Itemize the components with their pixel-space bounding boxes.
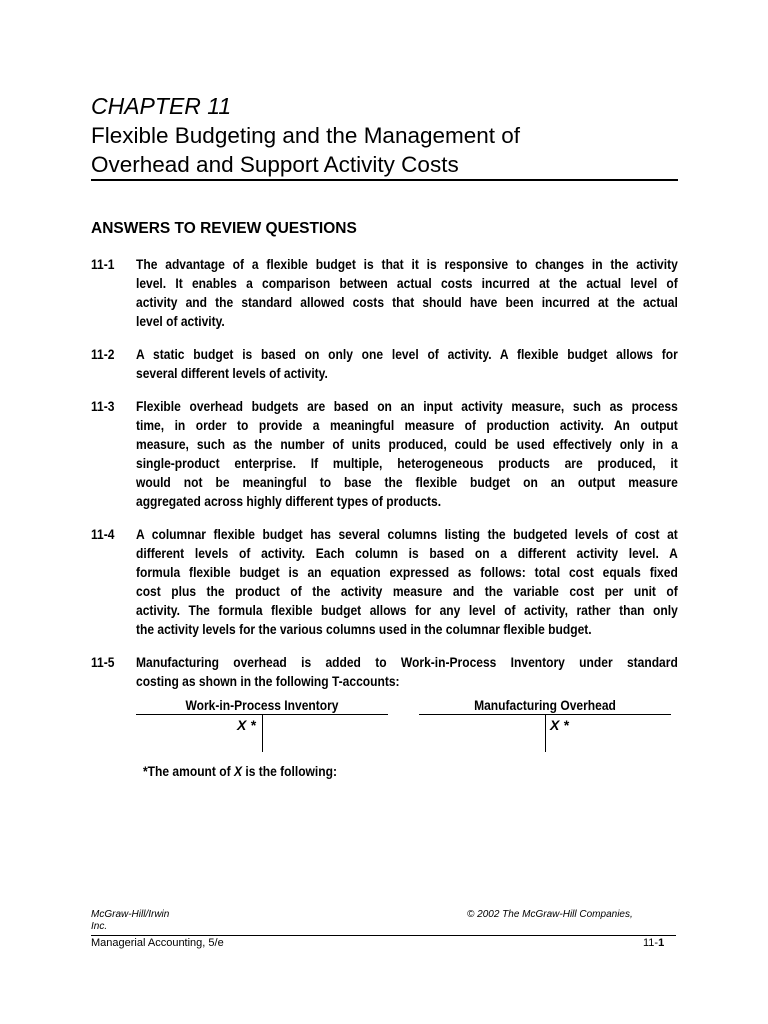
footnote-suffix: is the following:	[242, 763, 337, 779]
answer-line: formula flexible budget is an equation expressed as follows: total cost equals fixed	[136, 564, 678, 580]
footnote-x	[143, 762, 337, 780]
question-answer	[136, 653, 678, 691]
t-account-divider-wip	[262, 714, 263, 752]
answer-line: A columnar flexible budget has several columns listing the budgeted levels of cost at	[136, 526, 678, 542]
answer-line: measure, such as the number of units produced, could be used effectively only in a	[136, 436, 678, 452]
answer-line: would not be meaningful to base the flexible budget on an output measure	[136, 474, 678, 490]
answer-line: activity. The formula flexible budget allows for any level of activity, rather than only	[136, 602, 678, 618]
question-number: 11-4	[91, 526, 115, 542]
footer-copyright: © 2002 The McGraw-Hill Companies,	[467, 909, 633, 920]
answer-line: costing as shown in the following T-accounts:	[136, 673, 400, 689]
answer-line: activity and the standard allowed costs that should have been incurred at the actual	[136, 294, 678, 310]
chapter-title-line: Overhead and Support Activity Costs	[91, 152, 459, 177]
answer-line: the activity levels for the various columns used in the columnar flexible budget.	[136, 621, 592, 637]
t-account-debit-wip: X *	[237, 717, 256, 733]
footnote-variable: X	[233, 763, 243, 779]
answer-line: several different levels of activity.	[136, 365, 328, 381]
answer-line: single-product enterprise. If multiple, heterogeneous products are produced, it	[136, 455, 678, 471]
question-number: 11-3	[91, 398, 115, 414]
question-answer	[136, 255, 678, 331]
title-divider	[91, 179, 678, 181]
section-heading: ANSWERS TO REVIEW QUESTIONS	[91, 220, 357, 237]
answer-line: aggregated across highly different types of products.	[136, 493, 442, 509]
footer-divider	[91, 935, 676, 936]
answer-line: A static budget is based on only one level of activity. A flexible budget allows for	[136, 346, 678, 362]
footer-publisher: McGraw-Hill/Irwin	[91, 909, 170, 920]
chapter-label: CHAPTER 11	[91, 93, 232, 119]
answer-line: level. It enables a comparison between actual costs incurred at the actual level of	[136, 275, 678, 291]
question-answer	[136, 345, 678, 383]
answer-line: cost plus the product of the activity measure and the variable cost per unit of	[136, 583, 678, 599]
answer-line: Manufacturing overhead is added to Work-in-Process Inventory under standard	[136, 654, 678, 670]
answer-line: Flexible overhead budgets are based on an input activity measure, such as process	[136, 398, 678, 414]
chapter-title-line: Flexible Budgeting and the Management of	[91, 123, 521, 148]
footnote-prefix: *The amount of	[143, 763, 234, 779]
footer-page-number	[643, 937, 664, 950]
chapter-title	[91, 121, 691, 179]
t-account-divider-moh	[545, 714, 546, 752]
question-number: 11-1	[91, 256, 115, 272]
question-answer	[136, 397, 678, 511]
answer-line: time, in order to provide a meaningful measure of production activity. An output	[136, 417, 678, 433]
question-number: 11-2	[91, 346, 115, 362]
answer-line: The advantage of a flexible budget is that it is responsive to changes in the activity	[136, 256, 678, 272]
answer-line: level of activity.	[136, 313, 225, 329]
t-account-title-moh: Manufacturing Overhead	[474, 697, 616, 713]
page-number: 1	[658, 937, 665, 949]
page-prefix: 11-	[643, 937, 659, 949]
footer-publisher-suffix: Inc.	[91, 921, 108, 932]
footer-book-title: Managerial Accounting, 5/e	[91, 937, 224, 949]
question-answer	[136, 525, 678, 639]
answer-line: different levels of activity. Each column is based on a different activity level. A	[136, 545, 678, 561]
t-account-credit-moh: X *	[550, 717, 569, 733]
question-number: 11-5	[91, 654, 115, 670]
t-account-title-wip: Work-in-Process Inventory	[185, 697, 339, 713]
